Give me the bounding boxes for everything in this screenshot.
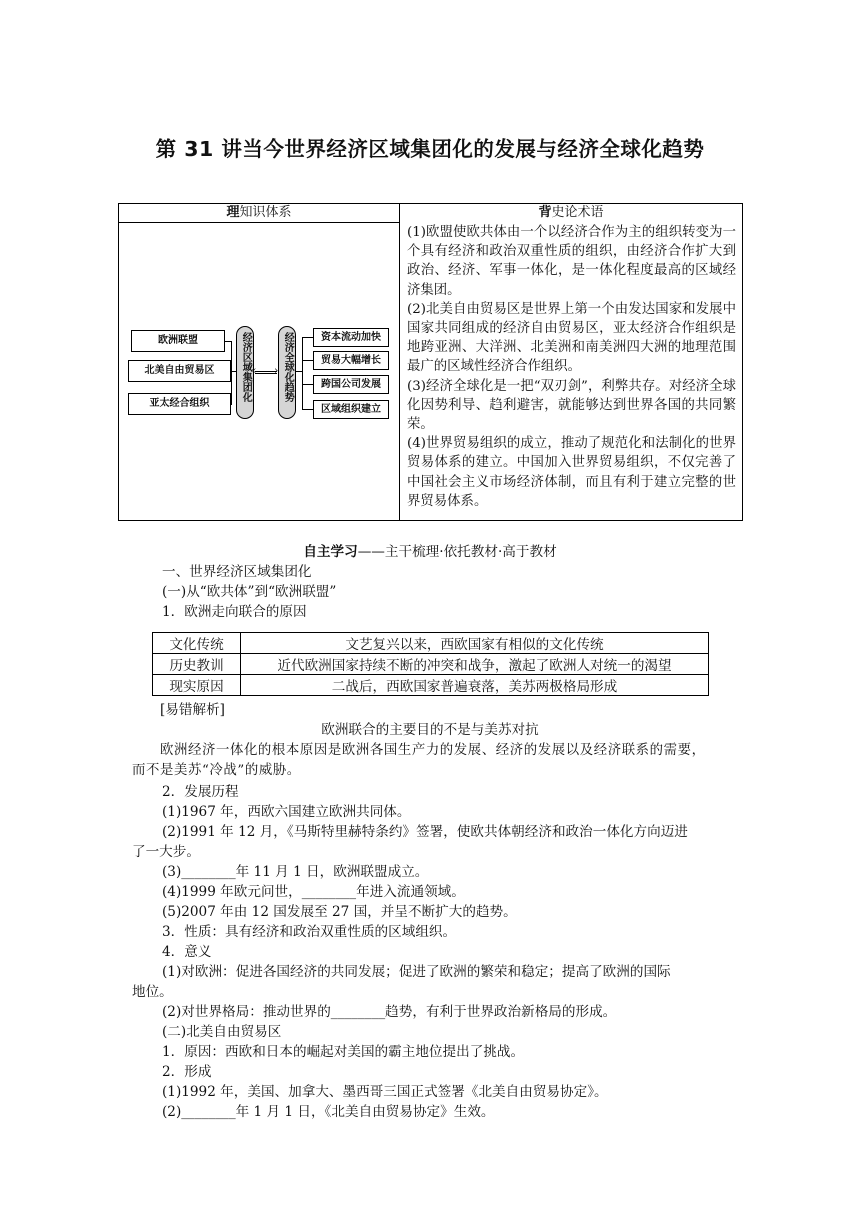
connector-line — [302, 409, 313, 410]
error-analysis-text: 而不是美苏“冷战”的威胁。 — [132, 763, 301, 778]
dev-item: (4)1999 年欧元问世，________年进入流通领域。 — [162, 884, 465, 900]
table-cell-key: 历史教训 — [153, 654, 241, 675]
term-item: (1)欧盟使欧共体由一个以经济合作为主的组织转变为一个具有经济和政治双重性质的组织，由经济合作扩大到政治、经济、军事一体化，是一体化程度最高的区域经济集团。 — [407, 225, 736, 298]
nafta-reason: 1．原因：西欧和日本的崛起对美国的霸主地位提出了挑战。 — [162, 1044, 525, 1060]
connector-line — [302, 384, 313, 385]
heading-3: 1．欧洲走向联合的原因 — [162, 604, 307, 620]
term-item: (4)世界贸易组织的成立，推动了规范化和法制化的世界贸易体系的建立。中国加入世界贸易组织，不仅完善了中国社会主义市场经济体制，而且有利于建立完整的世界贸易体系。 — [407, 436, 736, 509]
pill-label: 经济区域集团化 — [240, 332, 252, 402]
globalization-pill — [278, 326, 296, 419]
diagram-item-eu: 欧洲联盟 — [131, 330, 225, 352]
dev-item: (1)1967 年，西欧六国建立欧洲共同体。 — [162, 804, 411, 820]
section-header-rest: ——主干梳理·依托教材·高于教材 — [357, 544, 557, 560]
table-divider — [399, 204, 400, 520]
arrow-right-icon: › — [274, 364, 279, 377]
diagram-item-multinationals: 跨国公司发展 — [313, 375, 389, 394]
diagram-item-regional-orgs: 区域组织建立 — [313, 400, 389, 419]
error-analysis-label: [易错解析] — [160, 702, 225, 718]
error-analysis-text: 欧洲经济一体化的根本原因是欧洲各国生产力的发展、经济的发展以及经济联系的需要， — [160, 743, 706, 758]
connector-line — [302, 337, 313, 338]
meaning-item: (2)对世界格局：推动世界的________趋势，有利于世界政治新格局的形成。 — [162, 1004, 617, 1020]
term-item: (3)经济全球化是一把“双刃剑”，利弊共存。对经济全球化因势利导、趋利避害，就能够达到世界各国的共同繁荣。 — [407, 378, 736, 433]
header-bold-char: 理 — [226, 205, 240, 220]
nafta-heading: (二)北美自由贸易区 — [162, 1024, 282, 1040]
table-row — [153, 675, 709, 696]
table-cell-key: 现实原因 — [153, 675, 241, 696]
term-item: (2)北美自由贸易区是世界上第一个由发达国家和发展中国家共同组成的经济自由贸易区，亚太经济合作组织是地跨亚洲、大洋洲、北美洲和南美洲四大洲的地理范围最广的区域性经济合作组织。 — [407, 301, 736, 375]
connector-line — [302, 337, 303, 410]
dev-item: 了一大步。 — [132, 844, 200, 860]
table-row — [153, 633, 709, 654]
summary-table — [118, 203, 743, 521]
section-header — [0, 540, 860, 560]
diagram-item-apec: 亚太经合组织 — [128, 393, 231, 415]
dev-heading: 2．发展历程 — [162, 784, 239, 800]
section-header-bold: 自主学习 — [303, 544, 358, 560]
header-bold-char: 背 — [538, 205, 552, 220]
meaning-item: 地位。 — [132, 984, 173, 1000]
table-row — [153, 654, 709, 675]
nafta-form-item: (1)1992 年，美国、加拿大、墨西哥三国正式签署《北美自由贸易协定》。 — [162, 1084, 608, 1100]
terms-list — [407, 223, 736, 511]
diagram-item-capital-flow: 资本流动加快 — [313, 328, 389, 347]
dev-item: (5)2007 年由 12 国发展至 27 国，并呈不断扩大的趋势。 — [162, 904, 517, 920]
dev-item: (2)1991 年 12 月，《马斯特里赫特条约》签署，使欧共体朝经济和政治一体化方向迈进 — [162, 824, 688, 840]
historical-terms-header — [400, 204, 742, 222]
header-rest: 史论术语 — [551, 205, 604, 220]
heading-2: (一)从“欧共体”到“欧洲联盟” — [162, 584, 337, 600]
error-analysis-title: 欧洲联合的主要目的不是与美苏对抗 — [321, 722, 539, 738]
header-rest: 知识体系 — [239, 205, 292, 220]
reasons-table — [152, 632, 709, 696]
nafta-form-item: (2)________年 1 月 1 日，《北美自由贸易协定》生效。 — [162, 1104, 495, 1120]
meaning-heading: 4．意义 — [162, 944, 212, 960]
table-cell-key: 文化传统 — [153, 633, 241, 654]
arrow-left-icon: ‹ — [252, 364, 257, 377]
knowledge-diagram — [119, 204, 399, 520]
connector-line — [231, 341, 232, 405]
connector-line — [302, 360, 313, 361]
table-cell-value: 文艺复兴以来，西欧国家有相似的文化传统 — [241, 633, 709, 654]
nafta-form-heading: 2．形成 — [162, 1064, 212, 1080]
page-title: 第 31 讲当今世界经济区域集团化的发展与经济全球化趋势 — [155, 137, 705, 161]
dev-item: (3)________年 11 月 1 日，欧洲联盟成立。 — [162, 864, 429, 880]
diagram-item-nafta: 北美自由贸易区 — [128, 360, 231, 382]
meaning-item: (1)对欧洲：促进各国经济的共同发展；促进了欧洲的繁荣和稳定；提高了欧洲的国际 — [162, 964, 671, 980]
nature-line: 3．性质：具有经济和政治双重性质的区域组织。 — [162, 924, 457, 940]
pill-label: 经济全球化趋势 — [282, 332, 294, 402]
table-cell-value: 近代欧洲国家持续不断的冲突和战争，激起了欧洲人对统一的渴望 — [241, 654, 709, 675]
table-cell-value: 二战后，西欧国家普遍衰落，美苏两极格局形成 — [241, 675, 709, 696]
heading-1: 一、世界经济区域集团化 — [162, 564, 312, 580]
diagram-item-trade-growth: 贸易大幅增长 — [313, 351, 389, 370]
